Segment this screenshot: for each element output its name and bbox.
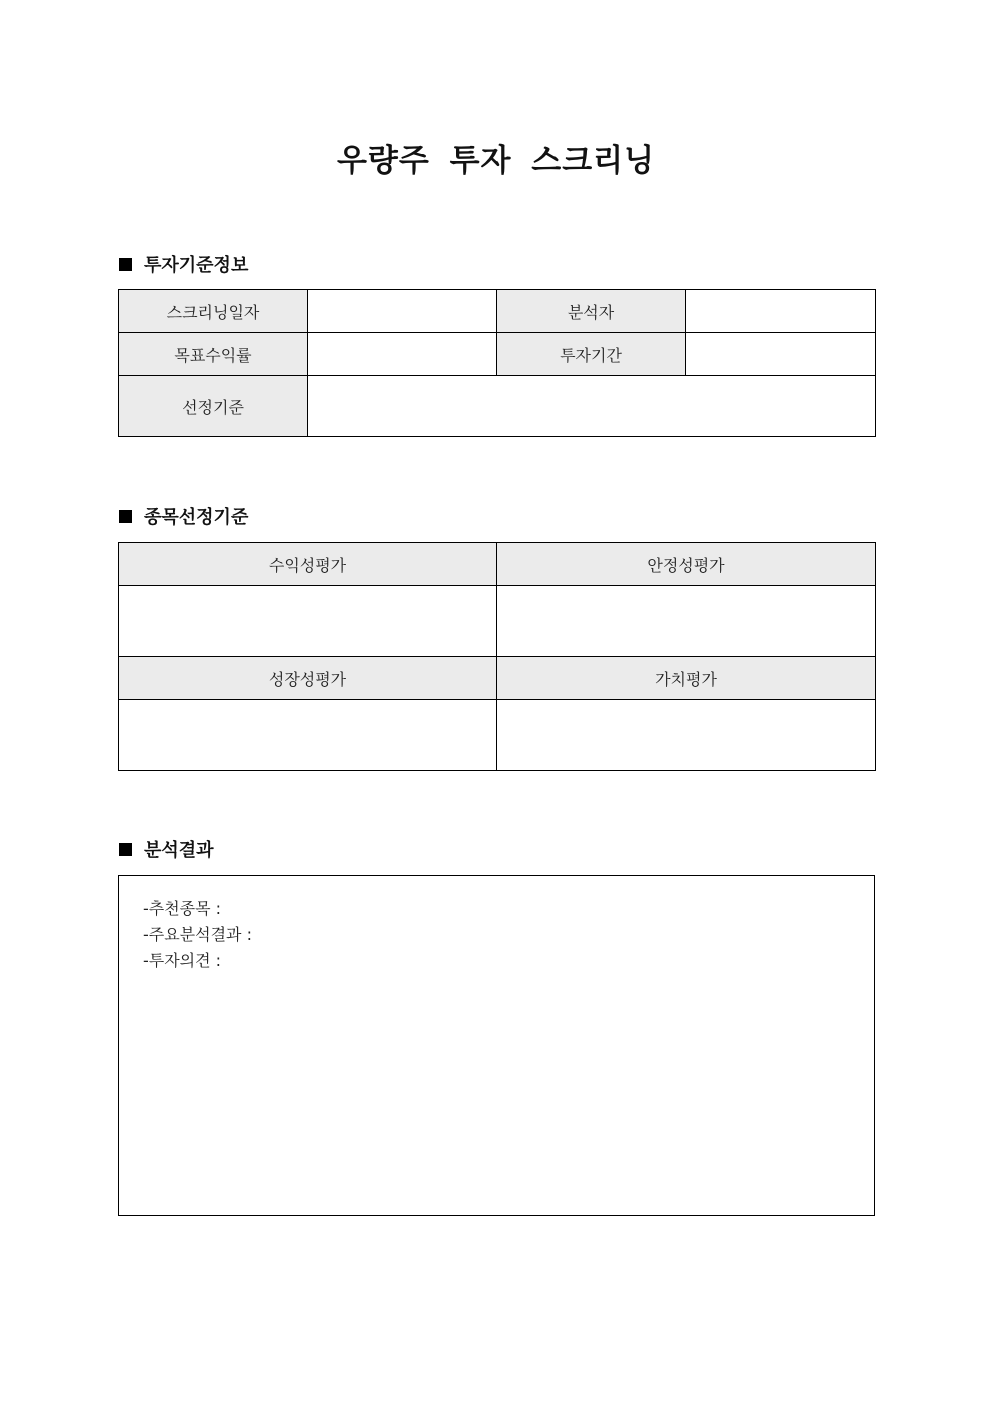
section-heading-label: 분석결과 bbox=[144, 840, 214, 861]
value-evaluation-field[interactable] bbox=[497, 700, 876, 771]
investment-period-label: 투자기간 bbox=[497, 333, 686, 376]
analyst-label: 분석자 bbox=[497, 290, 686, 333]
analyst-field[interactable] bbox=[686, 290, 876, 333]
section-heading-label: 종목선정기준 bbox=[144, 507, 249, 528]
page-title: 우량주 투자 스크리닝 bbox=[336, 143, 656, 179]
selection-criteria-label: 선정기준 bbox=[119, 376, 308, 437]
screening-date-label: 스크리닝일자 bbox=[119, 290, 308, 333]
growth-label: 성장성평가 bbox=[119, 657, 497, 700]
section-heading-basic-info bbox=[119, 252, 248, 276]
target-return-label: 목표수익률 bbox=[119, 333, 308, 376]
profitability-field[interactable] bbox=[119, 586, 497, 657]
analysis-result-box[interactable] bbox=[118, 875, 875, 1216]
profitability-label: 수익성평가 bbox=[119, 543, 497, 586]
section-heading-stock-criteria bbox=[119, 504, 248, 528]
section-heading-analysis-result bbox=[119, 837, 214, 861]
recommended-stocks-line: -추천종목 : bbox=[143, 899, 222, 918]
section-heading-label: 투자기준정보 bbox=[144, 255, 249, 276]
black-square-icon bbox=[119, 258, 132, 271]
black-square-icon bbox=[119, 510, 132, 523]
basic-info-table bbox=[118, 289, 876, 437]
value-evaluation-label: 가치평가 bbox=[497, 657, 876, 700]
stability-field[interactable] bbox=[497, 586, 876, 657]
stability-label: 안정성평가 bbox=[497, 543, 876, 586]
target-return-field[interactable] bbox=[308, 333, 497, 376]
selection-criteria-field[interactable] bbox=[308, 376, 876, 437]
growth-field[interactable] bbox=[119, 700, 497, 771]
screening-date-field[interactable] bbox=[308, 290, 497, 333]
key-analysis-results-line: -주요분석결과 : bbox=[143, 925, 252, 944]
investment-opinion-line: -투자의견 : bbox=[143, 951, 222, 970]
investment-period-field[interactable] bbox=[686, 333, 876, 376]
stock-criteria-table bbox=[118, 542, 876, 771]
black-square-icon bbox=[119, 843, 132, 856]
